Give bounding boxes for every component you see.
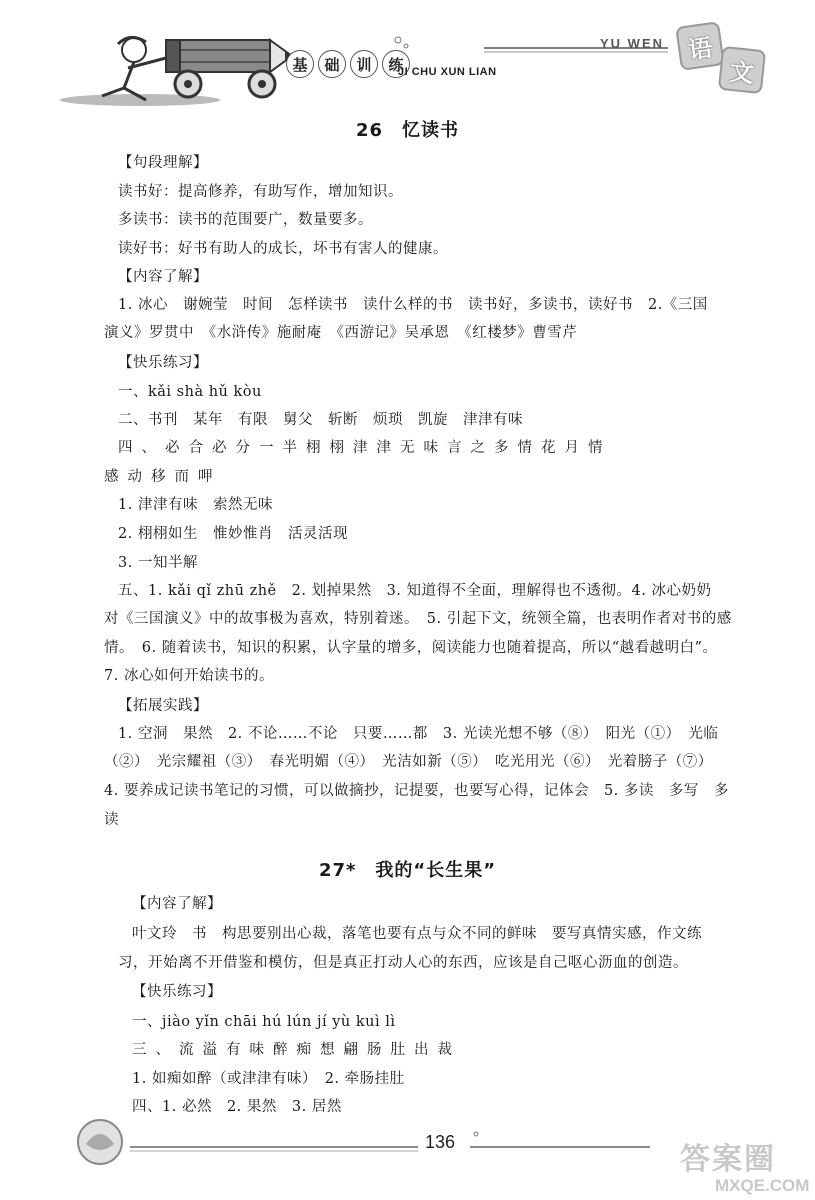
section-heading: 【拓展实践】: [118, 698, 208, 714]
text-line: 五、1. kǎi qǐ zhū zhě 2. 划掉果然 3. 知道得不全面，理解得也不透彻。4. 冰心奶奶: [118, 583, 712, 599]
text-line: 7. 冰心如何开始读书的。: [104, 668, 274, 684]
header-pinyin: JI CHU XUN LIAN: [398, 66, 497, 78]
header-char: 基: [286, 50, 314, 78]
section-heading: 【内容了解】: [132, 896, 222, 912]
section-heading: 【快乐练习】: [132, 984, 222, 1000]
header-char: 础: [318, 50, 346, 78]
text-line: 三、流溢有味醉痴想翩肠肚出裁: [132, 1042, 461, 1058]
subject-pinyin: YU WEN: [600, 36, 664, 51]
page-footer: [0, 1110, 815, 1200]
text-line: 一、kǎi shà hǔ kòu: [118, 384, 262, 400]
section-heading: 【句段理解】: [118, 155, 208, 171]
text-line: 1. 津津有味 索然无味: [118, 497, 273, 513]
text-line: 四、1. 必然 2. 果然 3. 居然: [132, 1099, 342, 1115]
page-number: 136: [422, 1132, 458, 1153]
text-line: 2. 栩栩如生 惟妙惟肖 活灵活现: [118, 526, 348, 542]
text-line: 感动移而呷: [104, 469, 222, 485]
header-char: 练: [382, 50, 410, 78]
text-line: 四、必合必分一半栩栩津津无味言之多情花月情: [118, 440, 612, 456]
text-line: 演义》罗贯中 《水浒传》施耐庵 《西游记》吴承恩 《红楼梦》曹雪芹: [104, 325, 578, 341]
text-line: 多读书：读书的范围要广，数量要多。: [118, 212, 373, 228]
text-line: 3. 一知半解: [118, 555, 198, 571]
watermark: 答案圈: [680, 1142, 776, 1177]
text-line: 1. 空洞 果然 2. 不论……不论 只要……都 3. 光读光想不够（⑧） 阳光（①） 光临: [118, 726, 719, 742]
subject-seal-2: 文: [718, 46, 766, 94]
text-line: 二、书刊 某年 有限 舅父 斩断 烦琐 凯旋 津津有味: [118, 412, 523, 428]
watermark-url: MXQE.COM: [715, 1176, 810, 1195]
section-heading: 【快乐练习】: [118, 355, 208, 371]
text-line: 读: [104, 812, 119, 828]
text-line: 对《三国演义》中的故事极为喜欢，特别着迷。 5. 引起下文，统领全篇，也表明作者对书的感: [104, 611, 732, 627]
text-line: 叶文玲 书 构思要别出心裁，落笔也要有点与众不同的鲜味 要写真情实感，作文练: [132, 926, 702, 942]
text-line: 读书好：提高修养，有助写作，增加知识。: [118, 184, 403, 200]
text-line: 习，开始离不开借鉴和模仿，但是真正打动人心的东西，应该是自己呕心沥血的创造。: [118, 955, 688, 971]
text-line: （②） 光宗耀祖（③） 春光明媚（④） 光洁如新（⑤） 吃光用光（⑥） 光着膀子（⑦）: [104, 754, 713, 770]
lesson-26-title: 26 忆读书: [355, 120, 460, 141]
text-line: 情。 6. 随着读书，知识的积累，认字量的增多，阅读能力也随着提高，所以“越看越明白”。: [104, 640, 718, 656]
text-line: 1. 冰心 谢婉莹 时间 怎样读书 读什么样的书 读书好，多读书，读好书 2.《三国: [118, 297, 708, 313]
text-line: 读好书：好书有助人的成长，坏书有害人的健康。: [118, 241, 448, 257]
text-line: 1. 如痴如醉（或津津有味） 2. 牵肠挂肚: [132, 1071, 405, 1087]
text-line: 一、jiào yǐn chāi hú lún jí yù kuì lì: [132, 1014, 396, 1030]
subject-seal-1: 语: [675, 21, 725, 71]
section-heading: 【内容了解】: [118, 269, 208, 285]
text-line: 4. 要养成记读书笔记的习惯，可以做摘抄，记提要，也要写心得，记体会 5. 多读 多写 多: [104, 783, 729, 799]
header-char: 训: [350, 50, 378, 78]
lesson-27-title: 27* 我的“长生果”: [318, 860, 497, 881]
